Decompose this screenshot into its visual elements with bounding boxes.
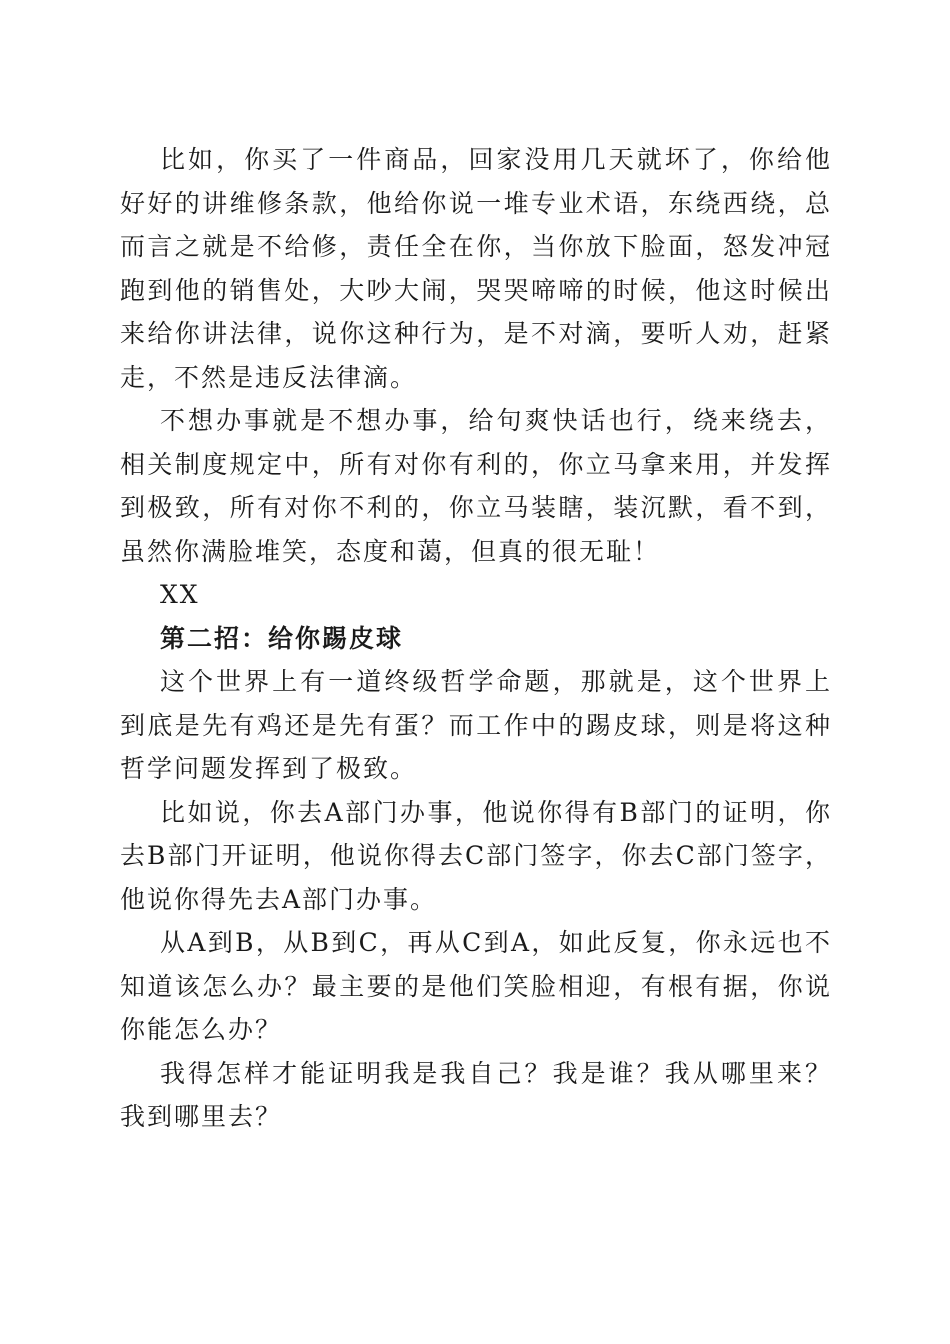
paragraph-chicken-egg: 这个世界上有一道终级哲学命题，那就是，这个世界上到底是先有鸡还是先有蛋？而工作中的踢皮球，则是将这种哲学问题发挥到了极致。 — [120, 667, 832, 783]
paragraph-loop: 从A到B，从B到C，再从C到A，如此反复，你永远也不知道该怎么办？最主要的是他们笑脸相迎，有根有据，你说你能怎么办？ — [120, 928, 832, 1044]
section-heading: 第二招：给你踢皮球 — [160, 623, 404, 653]
paragraph-who-am-i: 我得怎样才能证明我是我自己？我是谁？我从哪里来？我到哪里去？ — [120, 1058, 832, 1131]
paragraph-separator: XX — [160, 580, 200, 609]
paragraph-unwilling-to-help: 不想办事就是不想办事，给句爽快话也行，绕来绕去，相关制度规定中，所有对你有利的，你立马拿来用，并发挥到极致，所有对你不利的，你立马装瞎，装沉默，看不到，虽然你满脸堆笑，态度和蔼，但真的很无耻！ — [120, 406, 832, 566]
paragraph-product-repair: 比如，你买了一件商品，回家没用几天就坏了，你给他好好的讲维修条款，他给你说一堆专业术语，东绕西绕，总而言之就是不给修，责任全在你，当你放下脸面，怒发冲冠跑到他的销售处，大吵大闹，哭哭啼啼的时候，他这时候出来给你讲法律，说你这种行为，是不对滴，要听人劝，赶紧走，不然是违反法律滴。 — [120, 145, 832, 392]
document-body — [120, 138, 832, 1139]
paragraph-department-example: 比如说，你去A部门办事，他说你得有B部门的证明，你去B部门开证明，他说你得去C部门签字，你去C部门签字，他说你得先去A部门办事。 — [120, 797, 832, 914]
